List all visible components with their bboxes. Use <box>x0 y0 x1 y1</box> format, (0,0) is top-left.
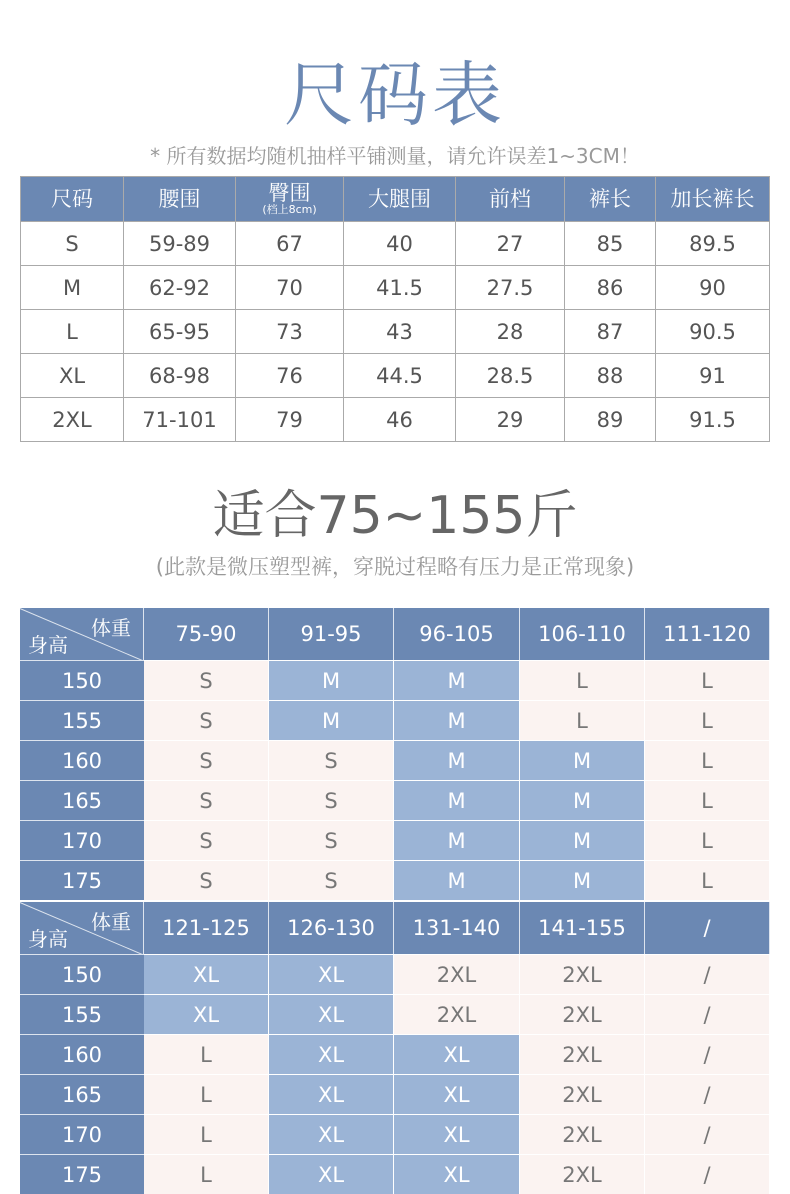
size-recommendation: M <box>394 860 520 900</box>
size-recommendation: M <box>520 860 645 900</box>
size-row <box>21 266 770 310</box>
size-recommendation: / <box>645 954 770 994</box>
size-recommendation: S <box>269 780 394 820</box>
size-cell: 91.5 <box>656 398 770 442</box>
size-cell: 68-98 <box>124 354 236 398</box>
size-cell: 88 <box>565 354 656 398</box>
size-cell: M <box>21 266 124 310</box>
page-title: 尺码表 <box>284 54 506 136</box>
size-recommendation: 2XL <box>520 994 645 1034</box>
size-recommendation: XL <box>144 994 269 1034</box>
recommendation-table-2 <box>20 902 770 1194</box>
size-recommendation: M <box>394 780 520 820</box>
size-row <box>21 310 770 354</box>
size-recommendation: XL <box>269 1154 394 1194</box>
header-long-length: 加长裤长 <box>656 177 770 222</box>
weight-header: 91-95 <box>269 608 394 660</box>
size-recommendation: M <box>394 700 520 740</box>
weight-header: 141-155 <box>520 902 645 954</box>
size-recommendation: L <box>144 1114 269 1154</box>
size-recommendation: 2XL <box>520 954 645 994</box>
size-cell: 89.5 <box>656 222 770 266</box>
size-row <box>21 398 770 442</box>
size-recommendation: XL <box>269 1114 394 1154</box>
corner-height-label: 身高 <box>28 633 68 657</box>
size-cell: 70 <box>236 266 344 310</box>
size-recommendation: S <box>144 860 269 900</box>
size-cell: 28 <box>456 310 565 354</box>
weight-header: 111-120 <box>645 608 770 660</box>
size-recommendation: M <box>394 740 520 780</box>
size-cell: 76 <box>236 354 344 398</box>
weight-header: / <box>645 902 770 954</box>
size-recommendation: S <box>144 740 269 780</box>
size-recommendation: S <box>269 820 394 860</box>
size-recommendation: S <box>144 700 269 740</box>
size-recommendation: XL <box>394 1034 520 1074</box>
size-recommendation: 2XL <box>394 994 520 1034</box>
size-recommendation: M <box>394 820 520 860</box>
size-cell: 86 <box>565 266 656 310</box>
recommendation-table-1 <box>20 608 770 900</box>
height-label: 150 <box>20 954 144 994</box>
size-cell: 87 <box>565 310 656 354</box>
height-label: 170 <box>20 820 144 860</box>
size-table-body <box>21 222 770 442</box>
size-cell: XL <box>21 354 124 398</box>
weight-header: 75-90 <box>144 608 269 660</box>
header-hip-label: 臀围 <box>268 181 311 205</box>
size-cell: L <box>21 310 124 354</box>
size-recommendation: L <box>520 700 645 740</box>
size-cell: 73 <box>236 310 344 354</box>
size-recommendation: M <box>520 820 645 860</box>
height-label: 160 <box>20 1034 144 1074</box>
size-recommendation: S <box>269 860 394 900</box>
header-waist: 腰围 <box>124 177 236 222</box>
size-recommendation: / <box>645 1074 770 1114</box>
size-cell: S <box>21 222 124 266</box>
size-cell: 41.5 <box>344 266 456 310</box>
size-recommendation: XL <box>394 1074 520 1114</box>
height-label: 170 <box>20 1114 144 1154</box>
header-thigh: 大腿围 <box>344 177 456 222</box>
weight-header: 96-105 <box>394 608 520 660</box>
corner-header <box>20 608 144 660</box>
header-hip <box>236 177 344 222</box>
size-cell: 2XL <box>21 398 124 442</box>
size-recommendation: / <box>645 994 770 1034</box>
size-table <box>20 176 770 442</box>
size-recommendation: S <box>269 740 394 780</box>
size-row <box>21 354 770 398</box>
size-cell: 46 <box>344 398 456 442</box>
size-recommendation: L <box>144 1074 269 1114</box>
size-recommendation: XL <box>269 954 394 994</box>
size-recommendation: XL <box>269 1034 394 1074</box>
size-recommendation: L <box>520 660 645 700</box>
size-recommendation: M <box>520 780 645 820</box>
size-recommendation: 2XL <box>394 954 520 994</box>
size-row <box>21 222 770 266</box>
size-cell: 79 <box>236 398 344 442</box>
size-cell: 29 <box>456 398 565 442</box>
size-cell: 43 <box>344 310 456 354</box>
size-recommendation: S <box>144 820 269 860</box>
corner-height-label: 身高 <box>28 927 68 951</box>
size-recommendation: L <box>645 780 770 820</box>
size-recommendation: M <box>520 740 645 780</box>
header-front-rise: 前档 <box>456 177 565 222</box>
height-label: 150 <box>20 660 144 700</box>
size-cell: 59-89 <box>124 222 236 266</box>
size-cell: 89 <box>565 398 656 442</box>
size-cell: 27.5 <box>456 266 565 310</box>
header-length: 裤长 <box>565 177 656 222</box>
weight-header: 131-140 <box>394 902 520 954</box>
size-cell: 67 <box>236 222 344 266</box>
size-recommendation: / <box>645 1114 770 1154</box>
size-cell: 90 <box>656 266 770 310</box>
size-cell: 40 <box>344 222 456 266</box>
measurement-note: * 所有数据均随机抽样平铺测量，请允许误差1~3CM！ <box>150 144 640 168</box>
size-recommendation: L <box>144 1034 269 1074</box>
size-cell: 44.5 <box>344 354 456 398</box>
size-recommendation: L <box>645 700 770 740</box>
size-recommendation: L <box>645 740 770 780</box>
weight-range-title: 适合75~155斤 <box>212 486 578 546</box>
height-label: 165 <box>20 780 144 820</box>
size-recommendation: M <box>269 700 394 740</box>
weight-header: 106-110 <box>520 608 645 660</box>
corner-header <box>20 902 144 954</box>
size-recommendation: 2XL <box>520 1074 645 1114</box>
size-recommendation: S <box>144 780 269 820</box>
size-recommendation: XL <box>144 954 269 994</box>
size-cell: 90.5 <box>656 310 770 354</box>
height-label: 155 <box>20 700 144 740</box>
size-recommendation: 2XL <box>520 1114 645 1154</box>
size-recommendation: M <box>269 660 394 700</box>
size-cell: 27 <box>456 222 565 266</box>
size-cell: 28.5 <box>456 354 565 398</box>
size-cell: 62-92 <box>124 266 236 310</box>
weight-header: 121-125 <box>144 902 269 954</box>
size-recommendation: 2XL <box>520 1154 645 1194</box>
height-label: 175 <box>20 860 144 900</box>
corner-weight-label: 体重 <box>91 910 131 934</box>
size-recommendation: / <box>645 1154 770 1194</box>
header-hip-note: (档上8cm) <box>262 203 317 216</box>
size-recommendation: XL <box>269 1074 394 1114</box>
height-label: 160 <box>20 740 144 780</box>
size-recommendation: / <box>645 1034 770 1074</box>
height-label: 155 <box>20 994 144 1034</box>
size-cell: 65-95 <box>124 310 236 354</box>
size-recommendation: 2XL <box>520 1034 645 1074</box>
size-recommendation: XL <box>394 1114 520 1154</box>
height-label: 165 <box>20 1074 144 1114</box>
corner-weight-label: 体重 <box>91 616 131 640</box>
size-recommendation: S <box>144 660 269 700</box>
size-cell: 85 <box>565 222 656 266</box>
size-cell: 91 <box>656 354 770 398</box>
weight-header: 126-130 <box>269 902 394 954</box>
size-recommendation: L <box>645 860 770 900</box>
size-recommendation: L <box>645 820 770 860</box>
fit-note: (此款是微压塑型裤，穿脱过程略有压力是正常现象) <box>155 555 635 579</box>
size-recommendation: XL <box>394 1154 520 1194</box>
size-recommendation: XL <box>269 994 394 1034</box>
height-label: 175 <box>20 1154 144 1194</box>
size-cell: 71-101 <box>124 398 236 442</box>
size-recommendation: L <box>645 660 770 700</box>
size-recommendation: M <box>394 660 520 700</box>
size-recommendation: L <box>144 1154 269 1194</box>
size-table-header <box>21 177 770 222</box>
header-size: 尺码 <box>21 177 124 222</box>
